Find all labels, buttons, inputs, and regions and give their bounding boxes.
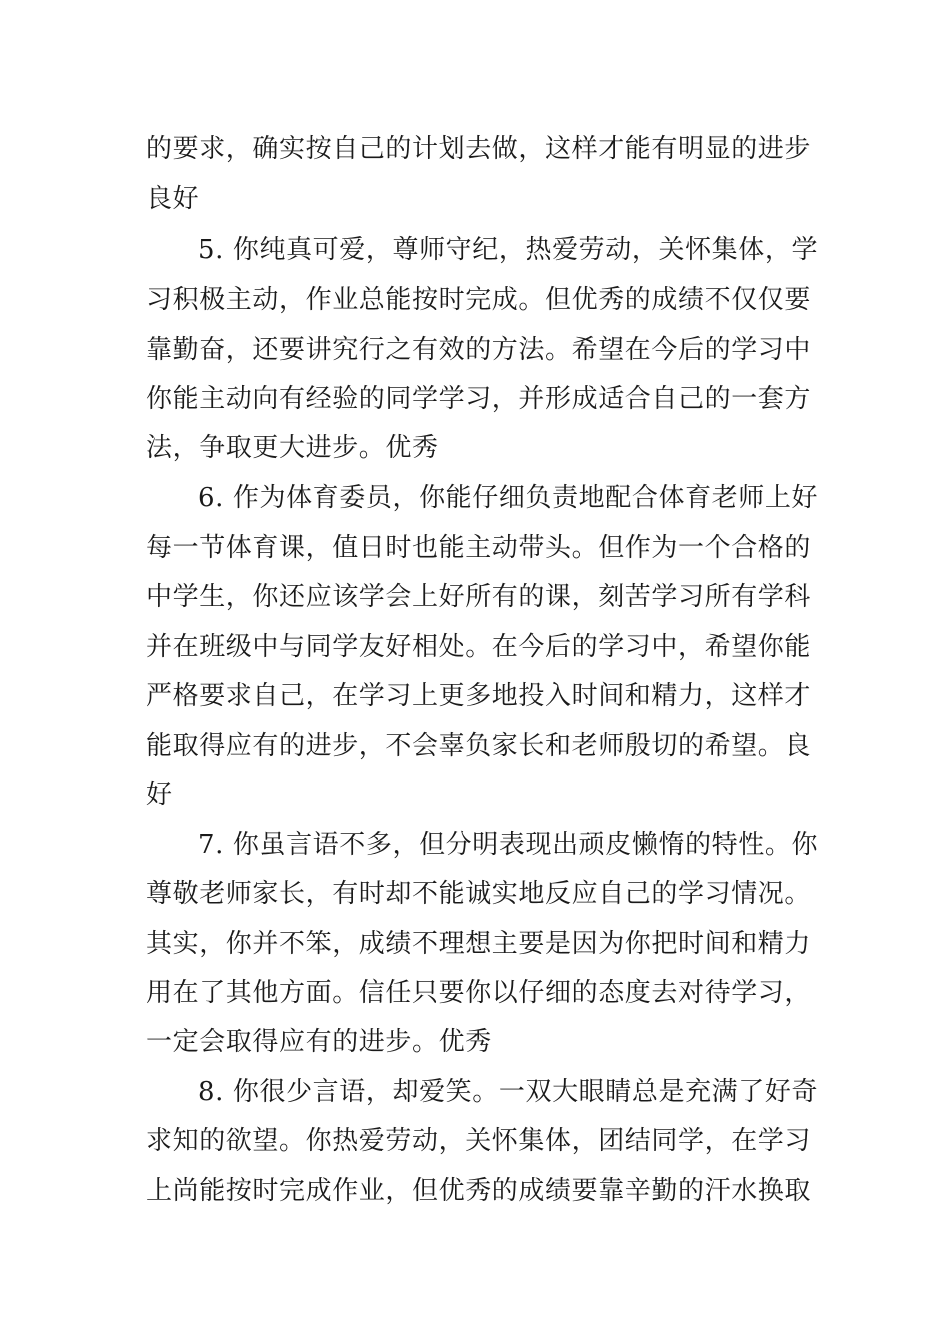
text-line: 求知的欲望。你热爱劳动，关怀集体，团结同学，在学习 — [146, 1126, 812, 1156]
paragraph-5-first-line: 5. 你纯真可爱，尊师守纪，热爱劳动，关怀集体，学 — [198, 235, 819, 265]
text-line: 的要求，确实按自己的计划去做，这样才能有明显的进步 — [146, 134, 812, 164]
text-line: 习积极主动，作业总能按时完成。但优秀的成绩不仅仅要 — [146, 285, 812, 315]
text-line: 尊敬老师家长，有时却不能诚实地反应自己的学习情况。 — [146, 879, 812, 909]
text-line: 好 — [146, 780, 173, 810]
text-line: 你能主动向有经验的同学学习，并形成适合自己的一套方 — [146, 384, 812, 414]
paragraph-6-first-line: 6. 作为体育委员，你能仔细负责地配合体育老师上好 — [198, 483, 819, 513]
text-line: 并在班级中与同学友好相处。在今后的学习中，希望你能 — [146, 632, 812, 662]
text-line: 靠勤奋，还要讲究行之有效的方法。希望在今后的学习中 — [146, 335, 812, 365]
text-line: 严格要求自己，在学习上更多地投入时间和精力，这样才 — [146, 681, 812, 711]
text-line: 中学生，你还应该学会上好所有的课，刻苦学习所有学科 — [146, 582, 812, 612]
text-line: 上尚能按时完成作业，但优秀的成绩要靠辛勤的汗水换取 — [146, 1176, 812, 1206]
text-line: 能取得应有的进步，不会辜负家长和老师殷切的希望。良 — [146, 731, 812, 761]
text-line: 其实，你并不笨，成绩不理想主要是因为你把时间和精力 — [146, 929, 812, 959]
paragraph-8-first-line: 8. 你很少言语，却爱笑。一双大眼睛总是充满了好奇 — [198, 1077, 819, 1107]
text-line: 一定会取得应有的进步。优秀 — [146, 1027, 492, 1057]
paragraph-7-first-line: 7. 你虽言语不多，但分明表现出顽皮懒惰的特性。你 — [198, 830, 819, 860]
text-line: 法，争取更大进步。优秀 — [146, 433, 439, 463]
text-line: 良好 — [146, 184, 200, 214]
text-line: 用在了其他方面。信任只要你以仔细的态度去对待学习， — [146, 978, 812, 1008]
text-line: 每一节体育课，值日时也能主动带头。但作为一个合格的 — [146, 533, 812, 563]
